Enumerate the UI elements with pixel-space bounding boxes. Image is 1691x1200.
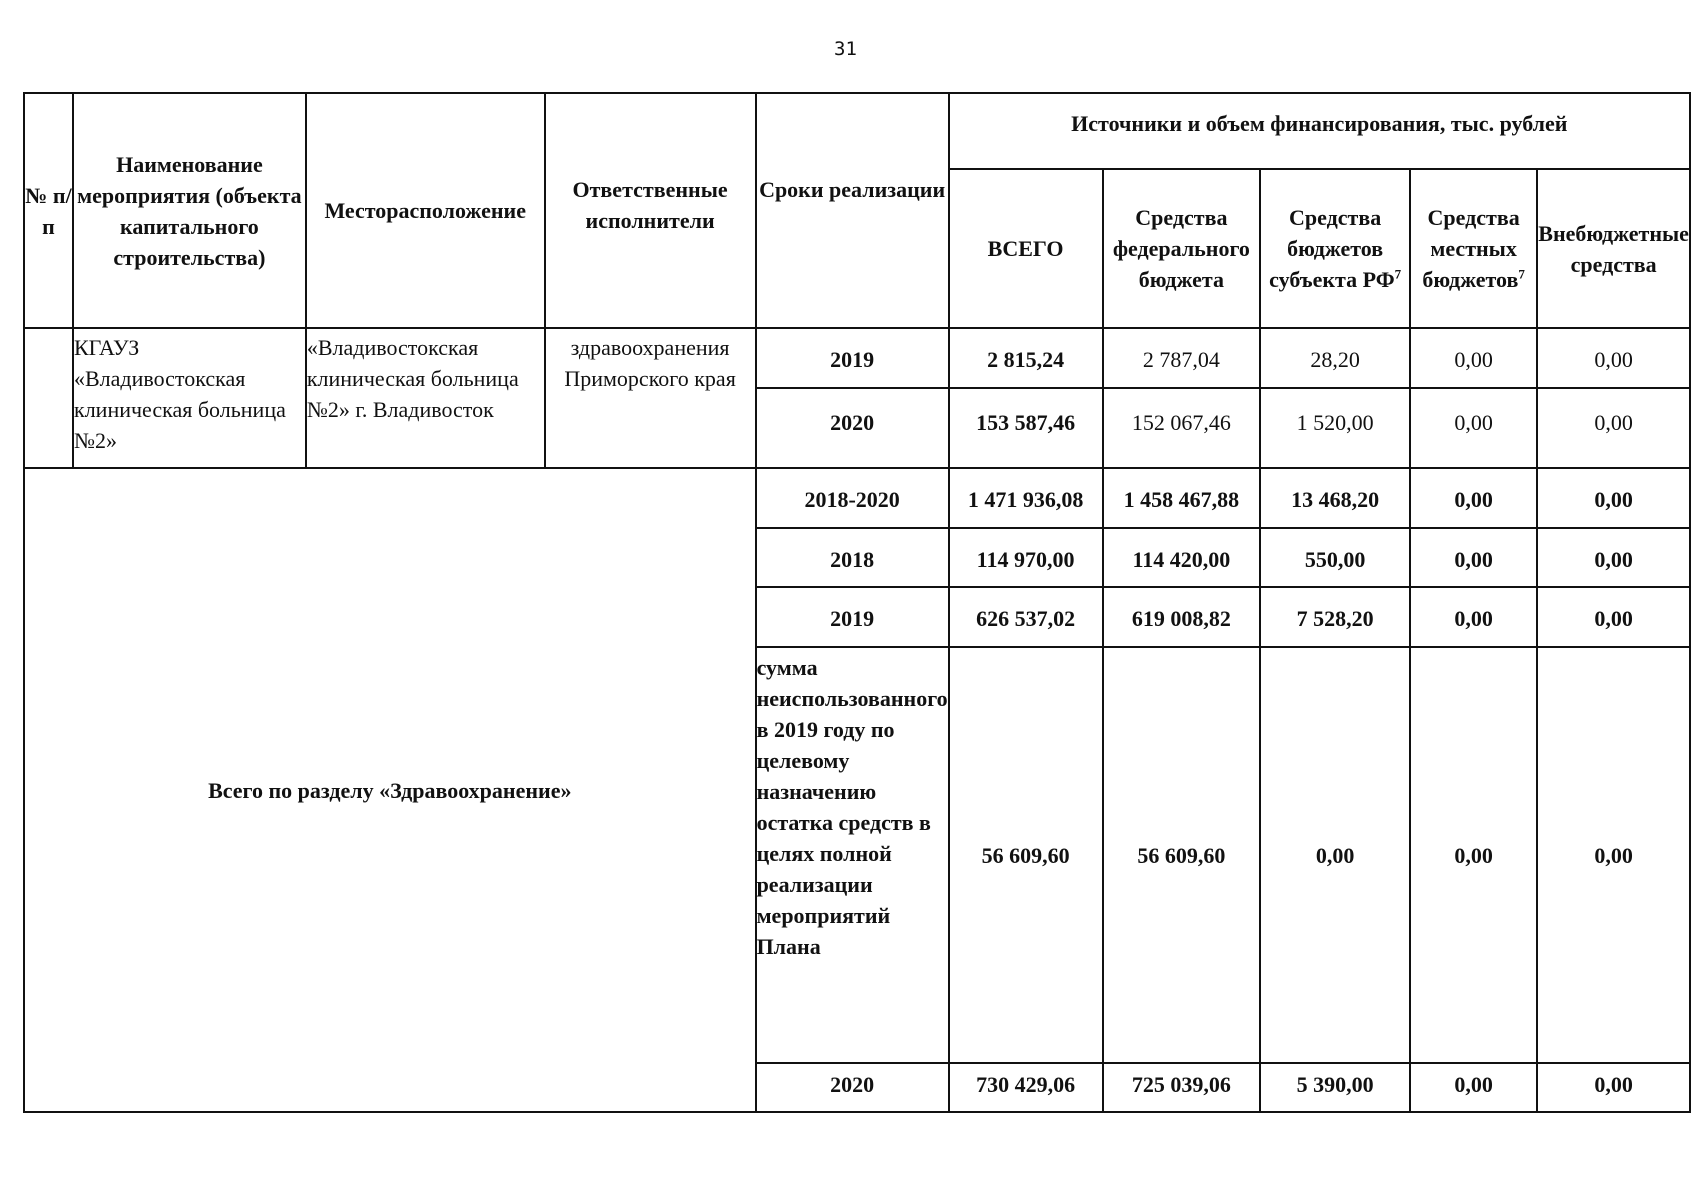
summary-total: 730 429,06 bbox=[949, 1063, 1103, 1112]
summary-regional: 0,00 bbox=[1260, 647, 1410, 1063]
summary-period: 2019 bbox=[756, 587, 949, 647]
header-total: ВСЕГО bbox=[949, 169, 1103, 328]
summary-federal: 619 008,82 bbox=[1103, 587, 1261, 647]
header-regional: Средства бюджетов субъекта $РФ^7$ bbox=[1260, 169, 1410, 328]
item-regional: 1 520,00 bbox=[1260, 388, 1410, 468]
item-total: 2 815,24 bbox=[949, 328, 1103, 388]
summary-total: 1 471 936,08 bbox=[949, 468, 1103, 528]
summary-period: 2018 bbox=[756, 528, 949, 587]
summary-federal: 1 458 467,88 bbox=[1103, 468, 1261, 528]
summary-federal: 56 609,60 bbox=[1103, 647, 1261, 1063]
header-responsible: Ответственные исполнители bbox=[545, 93, 756, 328]
page-number: 31 bbox=[834, 38, 857, 60]
summary-extra: 0,00 bbox=[1537, 1063, 1690, 1112]
item-regional: 28,20 bbox=[1260, 328, 1410, 388]
header-extra: Внебюджетные средства bbox=[1537, 169, 1690, 328]
table-row bbox=[24, 468, 1690, 528]
header-name: Наименование мероприятия (объекта капитального строительства) bbox=[73, 93, 306, 328]
summary-regional: 7 528,20 bbox=[1260, 587, 1410, 647]
summary-extra: 0,00 bbox=[1537, 587, 1690, 647]
item-federal: 152 067,46 bbox=[1103, 388, 1261, 468]
header-num: № п/п bbox=[24, 93, 73, 328]
summary-local: 0,00 bbox=[1410, 528, 1537, 587]
summary-regional: 5 390,00 bbox=[1260, 1063, 1410, 1112]
item-extra: 0,00 bbox=[1537, 328, 1690, 388]
item-federal: 2 787,04 bbox=[1103, 328, 1261, 388]
summary-federal: 114 420,00 bbox=[1103, 528, 1261, 587]
summary-extra: 0,00 bbox=[1537, 468, 1690, 528]
summary-local: 0,00 bbox=[1410, 647, 1537, 1063]
item-period: 2019 bbox=[756, 328, 949, 388]
item-period: 2020 bbox=[756, 388, 949, 468]
item-num bbox=[24, 328, 73, 468]
header-location: Месторасположение bbox=[306, 93, 545, 328]
item-total: 153 587,46 bbox=[949, 388, 1103, 468]
financing-table bbox=[23, 92, 1691, 1113]
summary-period: 2018-2020 bbox=[756, 468, 949, 528]
header-federal: Средства федерального бюджета bbox=[1103, 169, 1261, 328]
table-row bbox=[24, 328, 1690, 388]
summary-period: 2020 bbox=[756, 1063, 949, 1112]
header-period: Сроки реализации bbox=[756, 93, 949, 328]
summary-total: 56 609,60 bbox=[949, 647, 1103, 1063]
item-local: 0,00 bbox=[1410, 388, 1537, 468]
summary-total: 626 537,02 bbox=[949, 587, 1103, 647]
summary-local: 0,00 bbox=[1410, 1063, 1537, 1112]
item-name: КГАУЗ «Владивостокская клиническая больница №2» bbox=[73, 328, 306, 468]
summary-federal: 725 039,06 bbox=[1103, 1063, 1261, 1112]
item-local: 0,00 bbox=[1410, 328, 1537, 388]
item-extra: 0,00 bbox=[1537, 388, 1690, 468]
summary-local: 0,00 bbox=[1410, 587, 1537, 647]
summary-regional: 13 468,20 bbox=[1260, 468, 1410, 528]
summary-local: 0,00 bbox=[1410, 468, 1537, 528]
item-responsible: здравоохранения Приморского края bbox=[545, 328, 756, 468]
summary-period-note: сумма неиспользованного в 2019 году по целевому назначению остатка средств в целях полной реализации мероприятий Плана bbox=[756, 647, 949, 1063]
summary-extra: 0,00 bbox=[1537, 528, 1690, 587]
summary-regional: 550,00 bbox=[1260, 528, 1410, 587]
summary-total: 114 970,00 bbox=[949, 528, 1103, 587]
header-local: Средства местных бюджетов$^7$ bbox=[1410, 169, 1537, 328]
header-financing-group: Источники и объем финансирования, тыс. рублей bbox=[949, 93, 1690, 169]
summary-label: Всего по разделу «Здравоохранение» bbox=[24, 468, 756, 1112]
summary-extra: 0,00 bbox=[1537, 647, 1690, 1063]
item-location: «Владивостокская клиническая больница №2» г. Владивосток bbox=[306, 328, 545, 468]
